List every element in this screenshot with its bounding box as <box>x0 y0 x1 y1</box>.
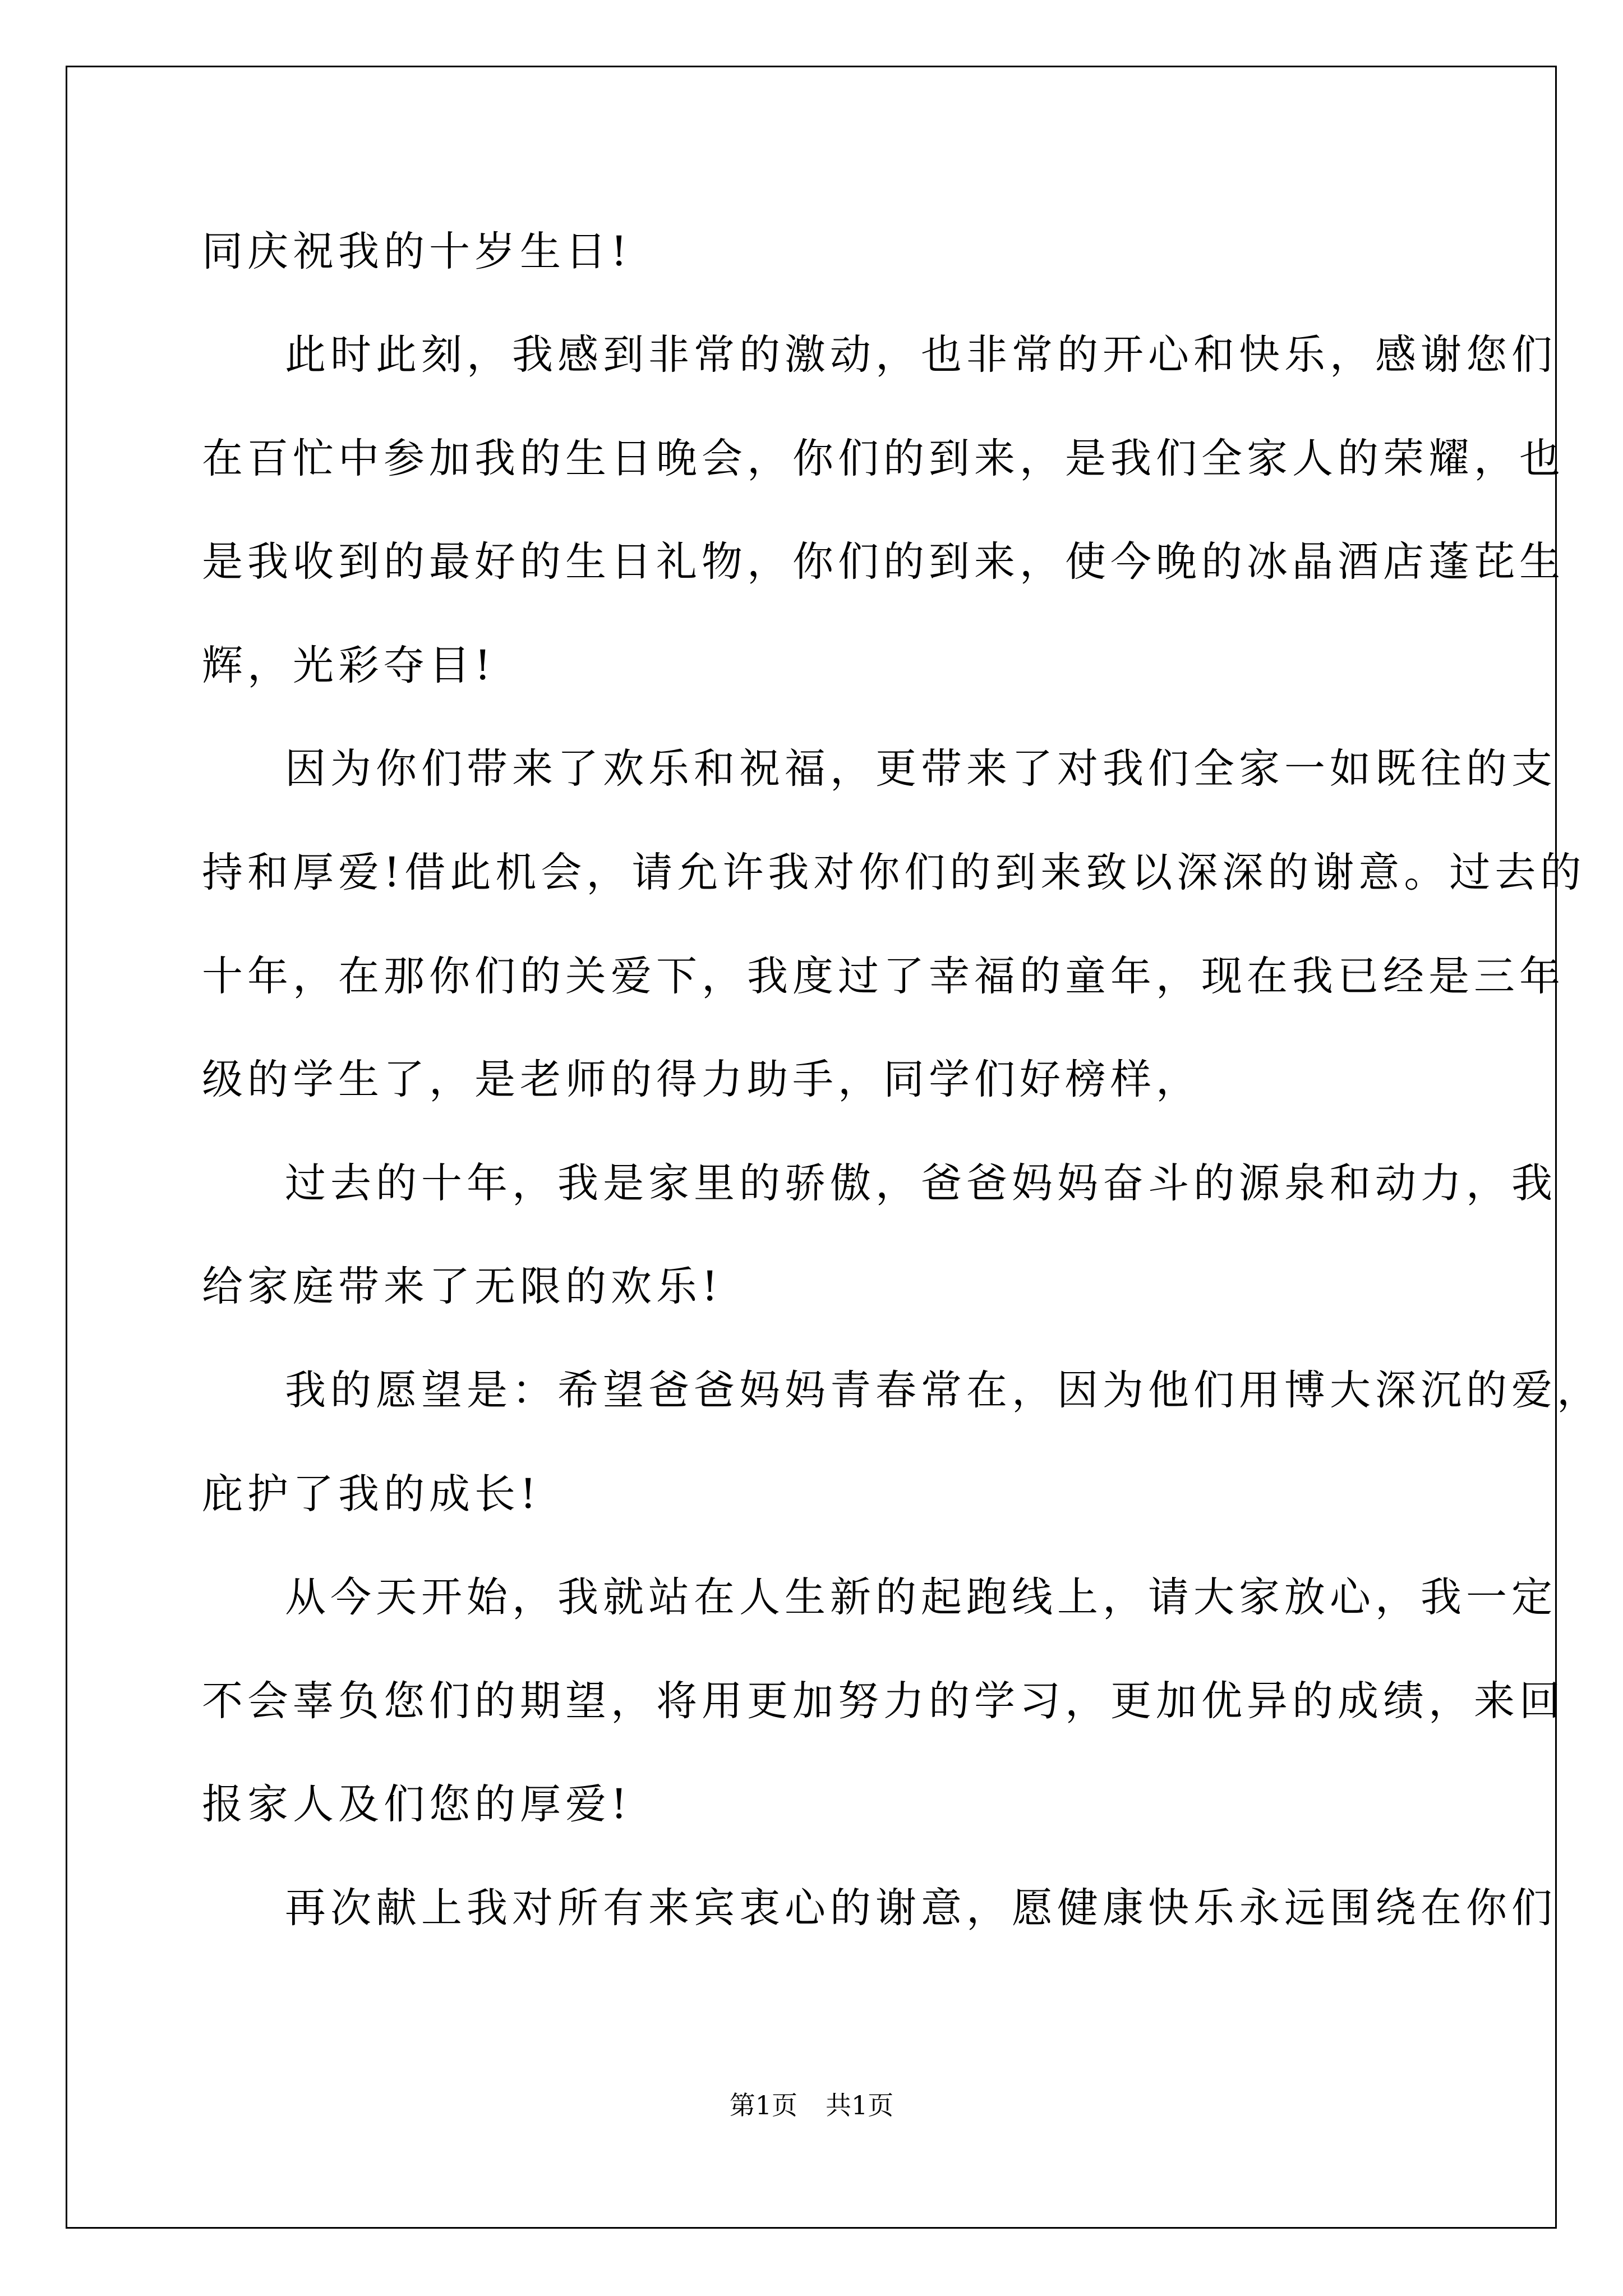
paragraph-line: 再次献上我对所有来宾衷心的谢意，愿健康快乐永远围绕在你们 <box>285 1884 1557 1932</box>
text-line: 十年，在那你们的关爱下，我度过了幸福的童年，现在我已经是三年 <box>202 953 1565 1000</box>
paragraph-line: 因为你们带来了欢乐和祝福，更带来了对我们全家一如既往的支 <box>285 745 1557 793</box>
paragraph-line: 过去的十年，我是家里的骄傲，爸爸妈妈奋斗的源泉和动力，我 <box>285 1159 1557 1207</box>
text-line: 级的学生了，是老师的得力助手，同学们好榜样， <box>202 1056 1201 1103</box>
text-line: 同庆祝我的十岁生日! <box>202 228 632 275</box>
text-line: 庇护了我的成长! <box>202 1470 541 1518</box>
text-line: 报家人及们您的厚爱! <box>202 1780 632 1828</box>
paragraph-line: 此时此刻，我感到非常的激动，也非常的开心和快乐，感谢您们 <box>285 331 1557 379</box>
page-footer <box>0 2092 1623 2118</box>
paragraph-line: 我的愿望是：希望爸爸妈妈青春常在，因为他们用博大深沉的爱， <box>285 1366 1602 1414</box>
text-line: 在百忙中参加我的生日晚会，你们的到来，是我们全家人的荣耀，也 <box>202 435 1565 482</box>
page-total: 共1页 <box>826 2090 894 2120</box>
page-number: 第1页 <box>729 2090 797 2120</box>
text-line: 给家庭带来了无限的欢乐! <box>202 1263 723 1310</box>
text-line: 持和厚爱!借此机会，请允许我对你们的到来致以深深的谢意。过去的 <box>202 849 1586 896</box>
text-line: 辉，光彩夺目! <box>202 642 496 689</box>
text-line: 是我收到的最好的生日礼物，你们的到来，使今晚的冰晶酒店蓬芘生 <box>202 538 1565 586</box>
text-line: 不会辜负您们的期望，将用更加努力的学习，更加优异的成绩，来回 <box>202 1677 1565 1725</box>
paragraph-line: 从今天开始，我就站在人生新的起跑线上，请大家放心，我一定 <box>285 1573 1557 1621</box>
